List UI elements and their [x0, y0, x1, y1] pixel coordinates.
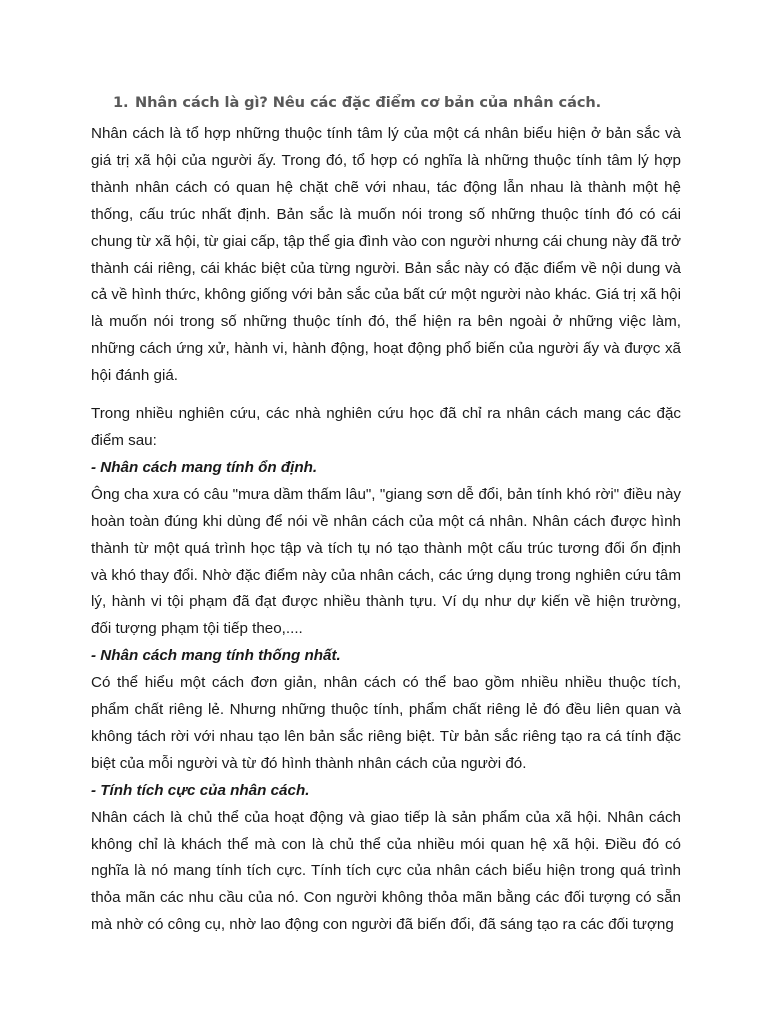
unified-paragraph: Có thể hiểu một cách đơn giản, nhân cách có thể bao gồm nhiều nhiều thuộc tích, phẩm chất riêng lẻ. Nhưng những thuộc tính, phẩm chất riêng lẻ đó đều liên quan và không tách rời với nhau tạo lên bản sắc riêng biệt. Từ bản sắc riêng tạo ra cá tính đặc biệt của mỗi người và từ đó hình thành nhân cách của người đó. [91, 674, 681, 772]
active-paragraph: Nhân cách là chủ thể của hoạt động và giao tiếp là sản phẩm của xã hội. Nhân cách không chỉ là khách thể mà con là chủ thể của nhiều mói quan hệ xã hội. Điều đó có nghĩa là nó mang tính tích cực. Tính tích cực của nhân cách biểu hiện trong quá trình thỏa mãn các nhu cầu của nó. Con người không thỏa mãn bằng các đối tượng có sẵn mà nhờ có công cụ, nhờ lao động con người đã biến đổi, đã sáng tạo ra các đối tượng [91, 808, 681, 934]
stable-subheading: - Nhân cách mang tính ổn định. [91, 458, 318, 476]
active-subheading: - Tính tích cực của nhân cách. [91, 781, 310, 799]
heading-text: Nhân cách là gì? Nêu các đặc điểm cơ bản của nhân cách. [135, 94, 602, 111]
unified-subheading: - Nhân cách mang tính thống nhất. [91, 647, 341, 665]
section-heading [113, 94, 601, 111]
stable-paragraph: Ông cha xưa có câu "mưa dầm thấm lâu", "giang sơn dễ đổi, bản tính khó rời" điều này hoàn toàn đúng khi dùng để nói về nhân cách của một cá nhân. Nhân cách được hình thành từ một quá trình học tập và tích tụ nó tạo thành một cấu trúc tương đối ổn định và khó thay đổi. Nhờ đặc điểm này của nhân cách, các ứng dụng trong nghiên cứu tâm lý, hành vi tội phạm đã đạt được nhiều thành tựu. Ví dụ như dự kiến về hiện trường, đối tượng phạm tội tiếp theo,.... [91, 485, 681, 638]
research-paragraph: Trong nhiều nghiên cứu, các nhà nghiên cứu học đã chỉ ra nhân cách mang các đặc điểm sau: [91, 405, 681, 449]
heading-number: 1. [113, 94, 129, 111]
document-body [91, 121, 681, 939]
intro-paragraph: Nhân cách là tổ hợp những thuộc tính tâm lý của một cá nhân biểu hiện ở bản sắc và giá trị xã hội của người ấy. Trong đó, tổ hợp có nghĩa là những thuộc tính tâm lý hợp thành nhân cách có quan hệ chặt chẽ với nhau, tác động lẫn nhau là thành một hệ thống, cấu trúc nhất định. Bản sắc là muốn nói trong số những thuộc tính đó có cái chung từ xã hội, từ giai cấp, tập thể gia đình vào con người nhưng cái chung này đã trở thành cái riêng, cái khác biệt của từng người. Bản sắc này có đặc điểm về nội dung và cả về hình thức, không giống với bản sắc của bất cứ một người nào khác. Giá trị xã hội là muốn nói trong số những thuộc tính đó, thể hiện ra bên ngoài ở những việc làm, những cách ứng xử, hành vi, hành động, hoạt động phổ biến của người ấy và được xã hội đánh giá. [91, 125, 681, 385]
